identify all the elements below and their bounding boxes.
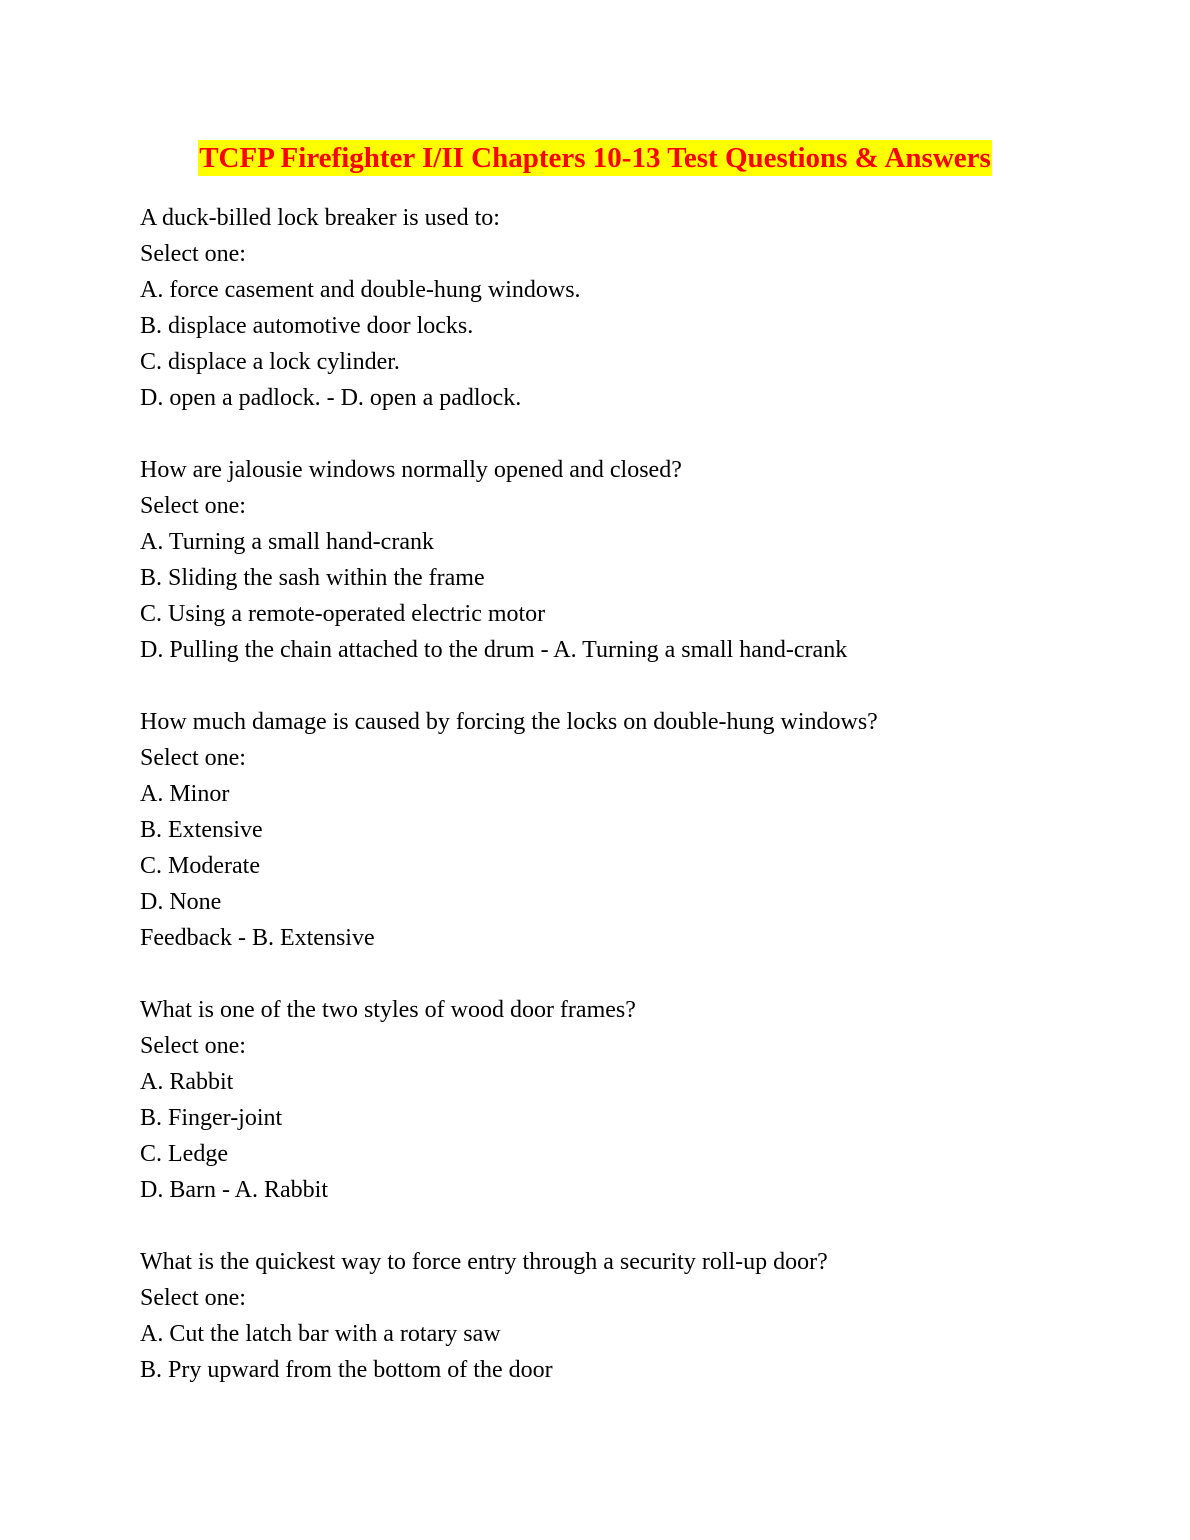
document-title: TCFP Firefighter I/II Chapters 10-13 Test Questions & Answers xyxy=(199,142,991,174)
option-b: B. displace automotive door locks. xyxy=(140,313,474,339)
option-a: A. Rabbit xyxy=(140,1069,234,1095)
select-one-label: Select one: xyxy=(140,1033,246,1059)
question-text: What is one of the two styles of wood door frames? xyxy=(140,997,636,1023)
option-d-with-answer: D. open a padlock. - D. open a padlock. xyxy=(140,385,522,411)
question-text: What is the quickest way to force entry through a security roll-up door? xyxy=(140,1249,828,1275)
option-c: C. Moderate xyxy=(140,853,260,879)
select-one-label: Select one: xyxy=(140,493,246,519)
select-one-label: Select one: xyxy=(140,241,246,267)
option-d-with-answer: D. Barn - A. Rabbit xyxy=(140,1177,328,1203)
select-one-label: Select one: xyxy=(140,745,246,771)
option-d-with-answer: D. Pulling the chain attached to the drum - A. Turning a small hand-crank xyxy=(140,637,848,663)
question-text: How much damage is caused by forcing the locks on double-hung windows? xyxy=(140,709,878,735)
question-text: How are jalousie windows normally opened and closed? xyxy=(140,457,682,483)
option-a: A. Turning a small hand-crank xyxy=(140,529,434,555)
option-d: D. None xyxy=(140,889,222,915)
title-container xyxy=(0,140,1190,176)
option-b: B. Sliding the sash within the frame xyxy=(140,565,485,591)
question-block xyxy=(140,452,1100,668)
option-b: B. Extensive xyxy=(140,817,263,843)
question-list xyxy=(140,200,1100,1424)
question-block xyxy=(140,992,1100,1208)
question-text: A duck-billed lock breaker is used to: xyxy=(140,205,500,231)
option-a: A. Cut the latch bar with a rotary saw xyxy=(140,1321,501,1347)
question-block xyxy=(140,704,1100,956)
option-a: A. force casement and double-hung windows. xyxy=(140,277,581,303)
option-c: C. displace a lock cylinder. xyxy=(140,349,400,375)
option-b: B. Pry upward from the bottom of the door xyxy=(140,1357,553,1383)
option-a: A. Minor xyxy=(140,781,230,807)
select-one-label: Select one: xyxy=(140,1285,246,1311)
option-c: C. Ledge xyxy=(140,1141,228,1167)
question-block xyxy=(140,1244,1100,1388)
option-c: C. Using a remote-operated electric motor xyxy=(140,601,546,627)
feedback-answer: Feedback - B. Extensive xyxy=(140,925,375,951)
question-block xyxy=(140,200,1100,416)
option-b: B. Finger-joint xyxy=(140,1105,283,1131)
